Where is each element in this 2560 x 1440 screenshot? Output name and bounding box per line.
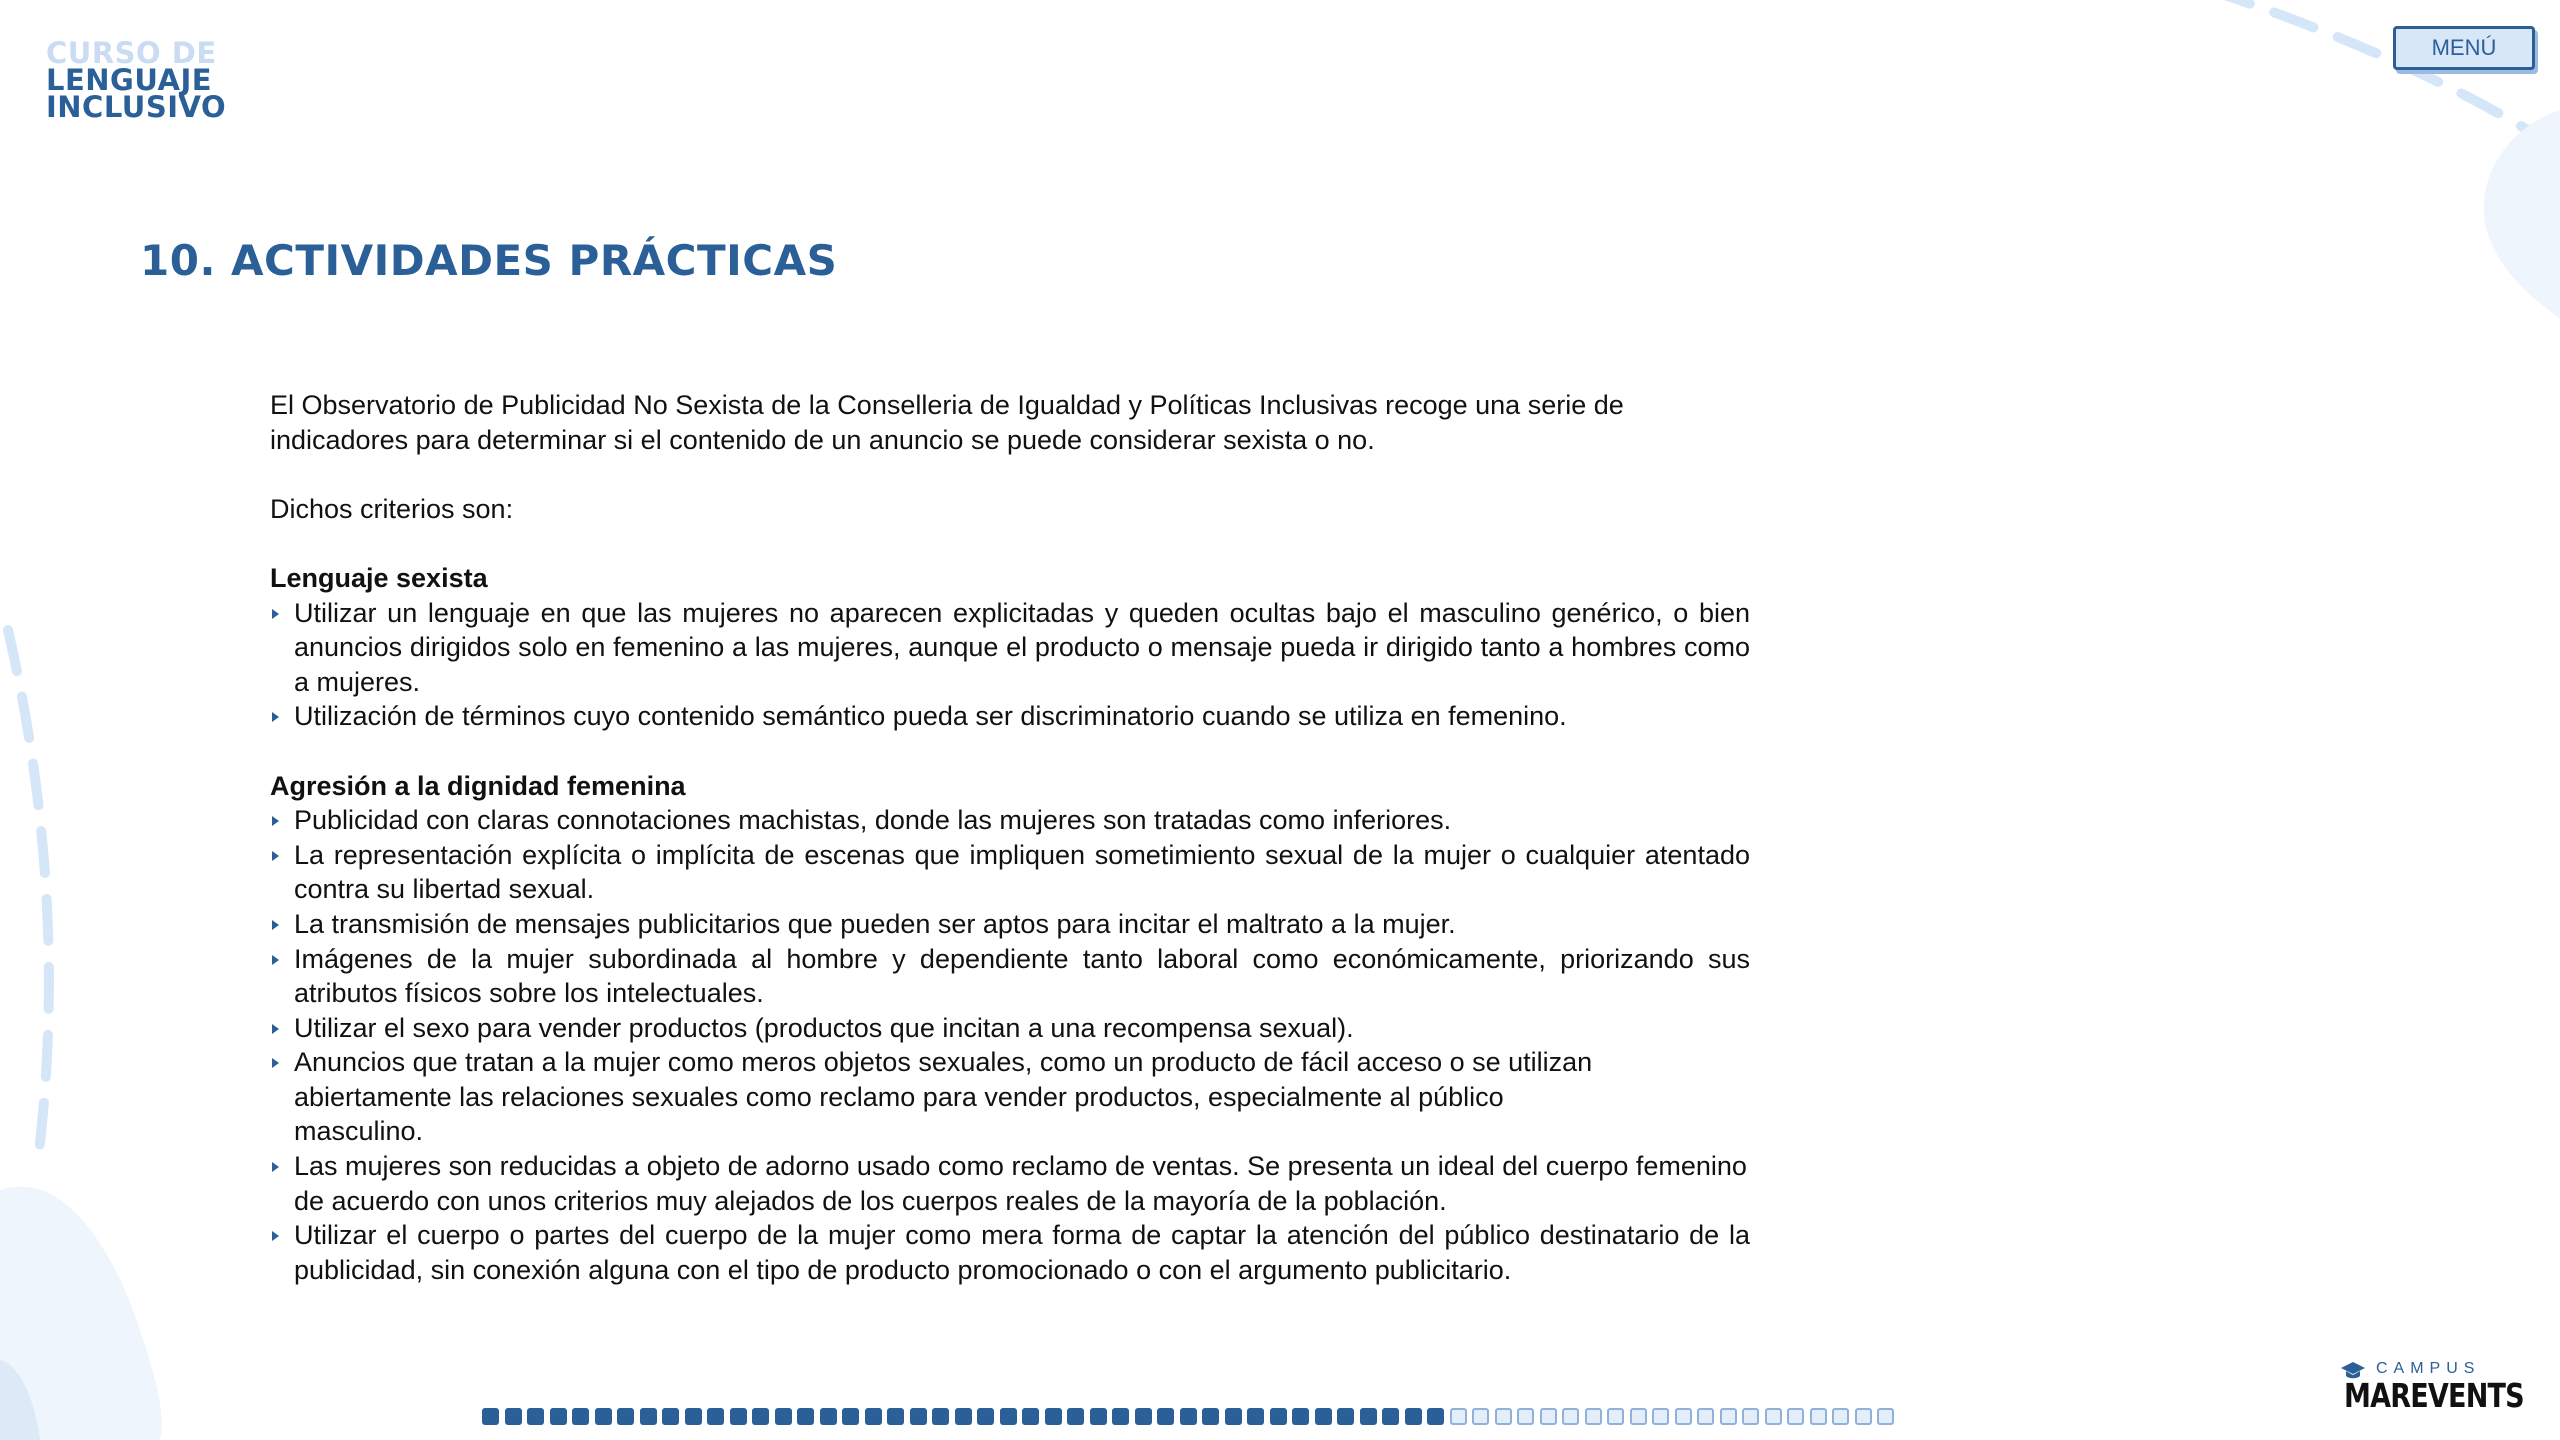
section-heading-lenguaje-sexista: Lenguaje sexista [270,562,488,593]
progress-step-pending[interactable] [1832,1408,1849,1425]
list-item: Utilizar el cuerpo o partes del cuerpo de la mujer como mera forma de captar la atención del público destinatario de la publicidad, sin conexión alguna con el tipo de producto promocionado o con el argumento publicitario. [270,1218,1750,1287]
progress-step-pending[interactable] [1877,1408,1894,1425]
bullet-list-lenguaje-sexista [270,596,1750,734]
bullet-icon [272,851,279,861]
progress-step-pending[interactable] [1720,1408,1737,1425]
progress-step-completed[interactable] [595,1408,612,1425]
main-content [270,388,1750,1287]
list-item: Imágenes de la mujer subordinada al hombre y dependiente tanto laboral como económicamente, priorizando sus atributos físicos sobre los intelectuales. [270,942,1750,1011]
logo-line-2: LENGUAJE [46,63,213,97]
progress-step-pending[interactable] [1472,1408,1489,1425]
progress-step-pending[interactable] [1855,1408,1872,1425]
progress-step-completed[interactable] [887,1408,904,1425]
progress-step-completed[interactable] [572,1408,589,1425]
progress-step-pending[interactable] [1630,1408,1647,1425]
menu-button[interactable]: MENÚ [2393,26,2535,70]
progress-step-completed[interactable] [865,1408,882,1425]
progress-step-completed[interactable] [1180,1408,1197,1425]
progress-step-completed[interactable] [685,1408,702,1425]
progress-step-completed[interactable] [955,1408,972,1425]
list-item: Las mujeres son reducidas a objeto de adorno usado como reclamo de ventas. Se presenta un ideal del cuerpo femenino de acuerdo con unos criterios muy alejados de los cuerpos reales de la mayoría de la población. [270,1149,1750,1218]
progress-step-completed[interactable] [1292,1408,1309,1425]
progress-step-completed[interactable] [797,1408,814,1425]
progress-step-completed[interactable] [1090,1408,1107,1425]
logo-line-1: CURSO DE [46,36,217,70]
progress-step-completed[interactable] [1000,1408,1017,1425]
slide-progress-bar [482,1408,1894,1425]
progress-step-completed[interactable] [662,1408,679,1425]
progress-step-completed[interactable] [932,1408,949,1425]
progress-step-completed[interactable] [910,1408,927,1425]
logo-line-3: INCLUSIVO [46,90,227,124]
progress-step-completed[interactable] [730,1408,747,1425]
progress-step-completed[interactable] [1225,1408,1242,1425]
list-item: Publicidad con claras connotaciones machistas, donde las mujeres son tratadas como inferiores. [270,803,1750,838]
progress-step-completed[interactable] [775,1408,792,1425]
progress-step-pending[interactable] [1742,1408,1759,1425]
progress-step-completed[interactable] [1360,1408,1377,1425]
intro-paragraph: El Observatorio de Publicidad No Sexista de la Conselleria de Igualdad y Políticas Inclusivas recoge una serie de indicadores para determinar si el contenido de un anuncio se puede considerar sexista o no. [270,390,1624,455]
progress-step-pending[interactable] [1450,1408,1467,1425]
progress-step-pending[interactable] [1787,1408,1804,1425]
progress-step-completed[interactable] [1022,1408,1039,1425]
course-logo [46,36,227,124]
bullet-icon [272,955,279,965]
bullet-icon [272,1162,279,1172]
list-item: Utilización de términos cuyo contenido semántico pueda ser discriminatorio cuando se utiliza en femenino. [270,699,1750,734]
progress-step-pending[interactable] [1765,1408,1782,1425]
progress-step-completed[interactable] [1067,1408,1084,1425]
progress-step-pending[interactable] [1585,1408,1602,1425]
progress-step-pending[interactable] [1540,1408,1557,1425]
criteria-intro: Dichos criterios son: [270,493,514,524]
progress-step-pending[interactable] [1562,1408,1579,1425]
progress-step-completed[interactable] [617,1408,634,1425]
progress-step-pending[interactable] [1652,1408,1669,1425]
progress-step-completed[interactable] [1045,1408,1062,1425]
progress-step-completed[interactable] [640,1408,657,1425]
progress-step-completed[interactable] [1337,1408,1354,1425]
brand-name: MAREVENTS [2344,1376,2524,1415]
progress-step-completed[interactable] [1112,1408,1129,1425]
progress-step-completed[interactable] [1405,1408,1422,1425]
list-item: La transmisión de mensajes publicitarios que pueden ser aptos para incitar el maltrato a la mujer. [270,907,1750,942]
progress-step-completed[interactable] [1202,1408,1219,1425]
bullet-list-agresion [270,803,1750,1287]
list-item: La representación explícita o implícita de escenas que impliquen sometimiento sexual de la mujer o cualquier atentado contra su libertad sexual. [270,838,1750,907]
progress-step-completed[interactable] [482,1408,499,1425]
progress-step-completed[interactable] [550,1408,567,1425]
page-title: 10. ACTIVIDADES PRÁCTICAS [140,236,838,285]
bullet-icon [272,609,279,619]
progress-step-completed[interactable] [1157,1408,1174,1425]
progress-step-completed[interactable] [842,1408,859,1425]
progress-step-completed[interactable] [977,1408,994,1425]
progress-step-pending[interactable] [1607,1408,1624,1425]
progress-step-pending[interactable] [1495,1408,1512,1425]
progress-step-completed[interactable] [527,1408,544,1425]
bullet-icon [272,816,279,826]
progress-step-completed[interactable] [1135,1408,1152,1425]
list-item: Utilizar el sexo para vender productos (productos que incitan a una recompensa sexual). [270,1011,1750,1046]
progress-step-completed[interactable] [707,1408,724,1425]
progress-step-completed[interactable] [1382,1408,1399,1425]
progress-step-completed[interactable] [1315,1408,1332,1425]
bullet-icon [272,1231,279,1241]
section-heading-agresion: Agresión a la dignidad femenina [270,770,686,801]
bullet-icon [272,712,279,722]
progress-step-completed[interactable] [752,1408,769,1425]
brand-campus-label: CAMPUS [2376,1360,2481,1377]
progress-step-completed[interactable] [1247,1408,1264,1425]
list-item: Anuncios que tratan a la mujer como meros objetos sexuales, como un producto de fácil acceso o se utilizan abiertamente las relaciones sexuales como reclamo para vender productos, especialmente al público masculino. [270,1045,1750,1149]
bullet-icon [272,920,279,930]
progress-step-completed[interactable] [1270,1408,1287,1425]
progress-step-pending[interactable] [1810,1408,1827,1425]
progress-step-completed[interactable] [505,1408,522,1425]
progress-step-pending[interactable] [1517,1408,1534,1425]
bullet-icon [272,1058,279,1068]
progress-step-completed[interactable] [1427,1408,1444,1425]
progress-step-pending[interactable] [1697,1408,1714,1425]
progress-step-completed[interactable] [820,1408,837,1425]
bullet-icon [272,1024,279,1034]
progress-step-pending[interactable] [1675,1408,1692,1425]
list-item: Utilizar un lenguaje en que las mujeres no aparecen explicitadas y queden ocultas bajo el masculino genérico, o bien anuncios dirigidos solo en femenino a las mujeres, aunque el producto o mensaje pueda ir dirigido tanto a hombres como a mujeres. [270,596,1750,700]
